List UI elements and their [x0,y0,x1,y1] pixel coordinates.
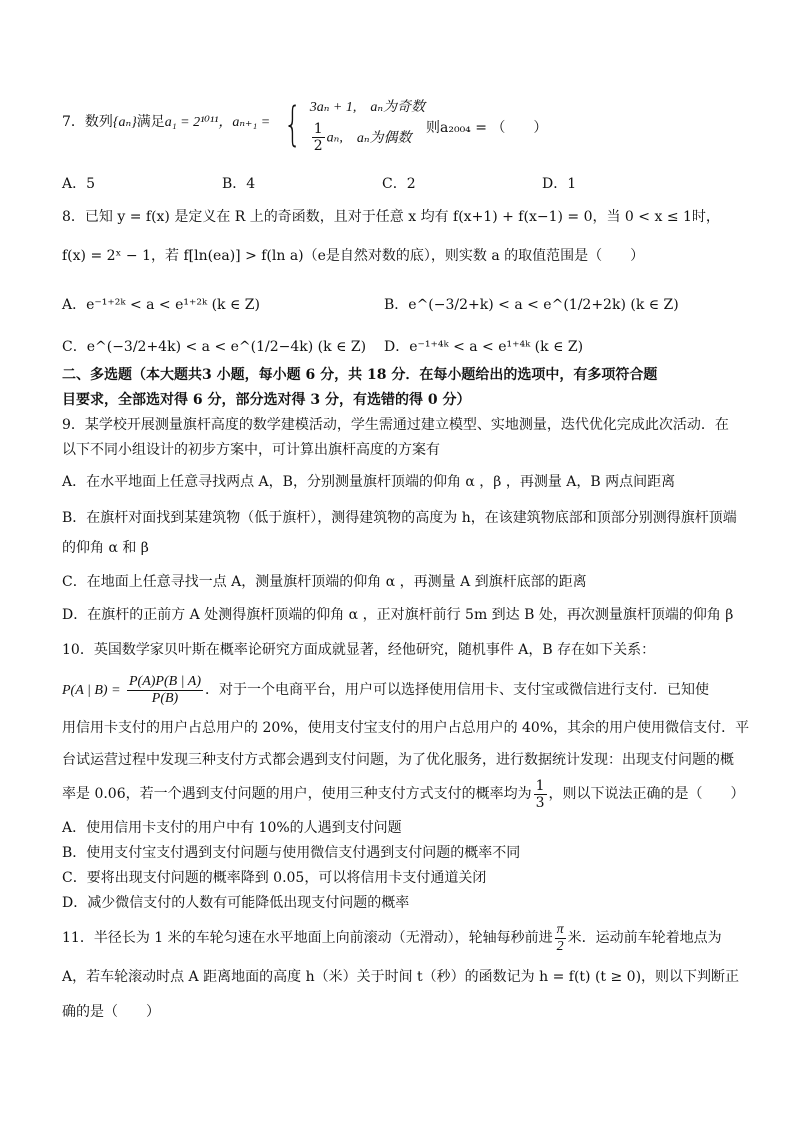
q9-option-b-1[interactable]: B．在旗杆对面找到某建筑物（低于旗杆），测得建筑物的高度为 h，在该建筑物底部和顶部分别测得旗杆顶端 [62,510,737,526]
q7-piecewise [280,94,425,154]
q10-line-3: 用信用卡支付的用户占总用户的 20%，使用支付宝支付的用户占总用户的 40%，其余的用户使用微信支付．平 [62,720,750,736]
q7-seq: {aₙ} [112,115,137,130]
q8-line-1: 8．已知 y = f(x) 是定义在 R 上的奇函数，且对于任意 x 均有 f(x+1) + f(x−1) = 0，当 0 < x ≤ 1时， [62,209,720,225]
q7-brace: { [283,97,302,151]
q10-line-4: 台试运营过程中发现三种支付方式都会遇到支付问题，为了优化服务，进行数据统计发现：出现支付问题的概 [62,752,734,768]
q7-prefix: 7．数列 [62,114,113,130]
q10-line-1: 10．英国数学家贝叶斯在概率论研究方面成就显著，经他研究，随机事件 A，B 存在如下关系： [62,642,656,658]
q7-option-b[interactable]: B．4 [222,176,256,192]
q7-tail: 则a₂₀₀₄ = （ ） [426,120,548,136]
q11-line-3: 确的是（ ） [62,1004,160,1020]
q7-option-c[interactable]: C．2 [382,176,416,192]
q11-line-2: A，若车轮滚动时点 A 距离地面的高度 h（米）关于时间 t（秒）的函数记为 h = f(t) (t ≥ 0)，则以下判断正 [62,969,740,985]
q10-formula-lhs: P(A | B) = [62,683,121,698]
q10-line-5: 率是 0.06，若一个遇到支付问题的用户，使用三种支付方式支付的概率均为 $\frac{1}{3}$ ，则以下说法正确的是（ ） [62,777,745,811]
q7-mid: 满足 [136,114,165,130]
q11-pi-half: $\frac{\pi}{2}$ [556,921,564,954]
q8-line-2: f(x) = 2ˣ − 1，若 f[ln(ea)] > f(ln a)（e是自然对数的底），则实数 a 的取值范围是（ ） [62,248,645,264]
q7-cases [310,94,425,154]
q7-a1: a₁ = 2¹⁰¹¹， [164,115,233,130]
q9-option-c[interactable]: C．在地面上任意寻找一点 A，测量旗杆顶端的仰角 α ，再测量 A 到旗杆底部的距离 [62,574,587,590]
q9-option-a[interactable]: A．在水平地面上任意寻找两点 A，B，分别测量旗杆顶端的仰角 α ，β ，再测量 A，B 两点间距离 [62,474,676,490]
q10-option-b[interactable]: B．使用支付宝支付遇到支付问题与使用微信支付遇到支付问题的概率不同 [62,845,521,861]
q10-line-2-tail: ．对于一个电商平台，用户可以选择使用信用卡、支付宝或微信进行支付．已知使 [205,682,709,698]
q9-option-d[interactable]: D．在旗杆的正前方 A 处测得旗杆顶端的仰角 α ，正对旗杆前行 5m 到达 B 处，再次测量旗杆顶端的仰角 β [62,607,734,623]
q7-stem [62,112,270,133]
q10-one-third: $\frac{1}{3}$ [535,777,545,811]
q10-line-2 [62,672,709,709]
q10-option-d[interactable]: D．减少微信支付的人数有可能降低出现支付问题的概率 [62,895,410,911]
q7-case-1: 3aₙ + 1, aₙ为奇数 [309,100,426,115]
q8-option-d[interactable]: D．e⁻¹⁺⁴ᵏ < a < e¹⁺⁴ᵏ (k ∈ Z) [384,339,584,355]
q7-option-a[interactable]: A．5 [62,176,96,192]
q9-line-2: 以下不同小组设计的初步方案中，可计算出旗杆高度的方案有 [62,442,440,458]
q7-options [62,174,752,194]
q7-case-2: $\frac{1}{2}$ aₙ, aₙ为偶数 [313,121,412,154]
q8-option-c[interactable]: C．e^(−3/2+4k) < a < e^(1/2−4k) (k ∈ Z) [62,339,367,355]
q8-option-b[interactable]: B．e^(−3/2+k) < a < e^(1/2+2k) (k ∈ Z) [384,297,679,313]
q7-an1: aₙ₊₁ = [232,115,271,130]
q10-option-a[interactable]: A．使用信用卡支付的用户中有 10%的人遇到支付问题 [62,820,402,836]
q11-line-1: 11．半径长为 1 米的车轮匀速在水平地面上向前滚动（无滑动），轮轴每秒前进 $\frac{\pi}{2}$ 米．运动前车轮着地点为 [62,921,722,954]
section-2-heading-1: 二、多选题（本大题共3 小题，每小题 6 分，共 18 分．在每小题给出的选项中，有多项符合题 [62,367,658,383]
q7-half: $\frac{1}{2}$ [313,121,323,154]
q7-option-d[interactable]: D．1 [542,176,577,192]
section-2-heading-2: 目要求，全部选对得 6 分，部分选对得 3 分，有选错的得 0 分） [62,392,471,408]
q10-formula-frac: $\frac{P(A)P(B | A)}{P(B)}$ [128,673,201,706]
q9-option-b-2: 的仰角 α 和 β [62,540,149,556]
q9-line-1: 9．某学校开展测量旗杆高度的数学建模活动，学生需通过建立模型、实地测量，迭代优化完成此次活动．在 [62,417,729,433]
q10-option-c[interactable]: C．要将出现支付问题的概率降到 0.05，可以将信用卡支付通道关闭 [62,870,487,886]
q8-option-a[interactable]: A．e⁻¹⁺²ᵏ < a < e¹⁺²ᵏ (k ∈ Z) [62,297,260,313]
